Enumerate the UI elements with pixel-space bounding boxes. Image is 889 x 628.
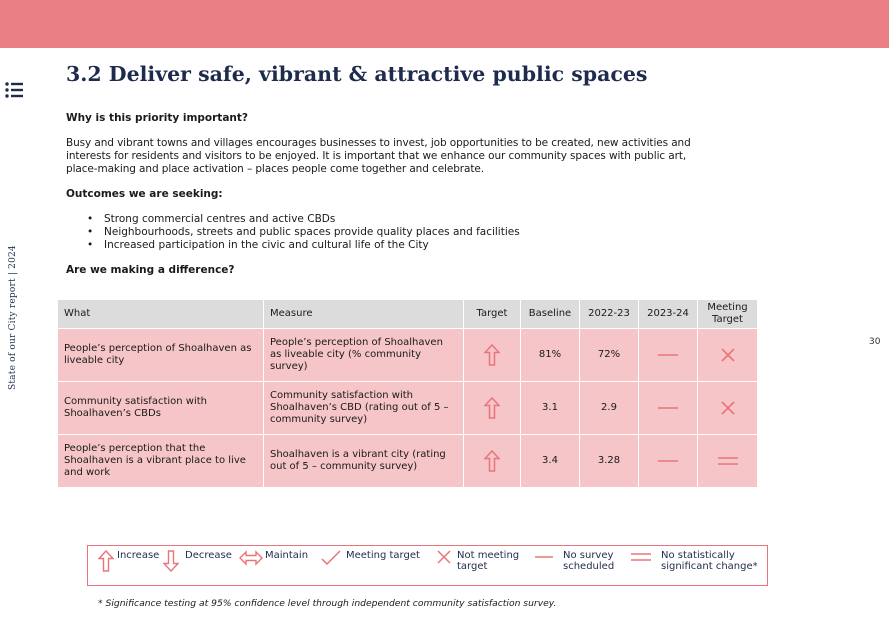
col-header-target: Target — [464, 300, 521, 329]
results-table — [57, 299, 758, 488]
list-item: • Strong commercial centres and active CBDs — [87, 213, 336, 225]
why-heading: Why is this priority important? — [66, 112, 249, 124]
outcomes-list — [87, 213, 520, 251]
col-header-baseline: Baseline — [521, 300, 580, 329]
col-header-measure: Measure — [264, 300, 464, 329]
col-header-2023-24: 2023-24 — [639, 300, 698, 329]
cell-2023-24 — [639, 435, 698, 488]
cell-meeting-target — [698, 382, 758, 435]
decrease-arrow-icon — [163, 550, 179, 572]
cell-measure: Shoalhaven is a vibrant city (rating out of 5 – community survey) — [264, 435, 464, 488]
cell-what: People’s perception of Shoalhaven as liveable city — [58, 329, 264, 382]
increase-arrow-icon — [484, 344, 500, 366]
col-header-meeting-target: Meeting Target — [698, 300, 758, 329]
page-number: 30 — [869, 337, 881, 347]
cell-baseline: 3.1 — [521, 382, 580, 435]
list-item: • Neighbourhoods, streets and public spaces provide quality places and facilities — [87, 225, 520, 238]
cell-meeting-target — [698, 329, 758, 382]
top-banner — [0, 0, 889, 48]
cell-meeting-target — [698, 435, 758, 488]
not-meeting-cross-icon — [721, 348, 735, 362]
not-meeting-cross-icon — [437, 550, 451, 564]
table-row — [58, 382, 758, 435]
report-side-label: State of our City report | 2024 — [8, 245, 18, 390]
no-survey-dash-icon — [657, 406, 679, 410]
why-paragraph: Busy and vibrant towns and villages encourages businesses to invest, job opportunities to be created, new activities and interests for residents and visitors to be enjoyed. It is important that we enhance our community spaces with public art, place-making and place activation – places people come together and celebrate. — [66, 137, 691, 175]
maintain-arrow-icon — [239, 550, 263, 566]
table-row — [58, 329, 758, 382]
cell-what: People’s perception that the Shoalhaven is a vibrant place to live and work — [58, 435, 264, 488]
page-title: 3.2 Deliver safe, vibrant & attractive public spaces — [66, 62, 648, 86]
cell-baseline: 3.4 — [521, 435, 580, 488]
no-survey-dash-icon — [657, 353, 679, 357]
cell-baseline: 81% — [521, 329, 580, 382]
no-significant-change-icon — [717, 455, 739, 467]
cell-2022-23: 72% — [580, 329, 639, 382]
cell-2022-23: 2.9 — [580, 382, 639, 435]
cell-2023-24 — [639, 329, 698, 382]
table-header-row — [58, 300, 758, 329]
cell-what: Community satisfaction with Shoalhaven’s CBDs — [58, 382, 264, 435]
meeting-target-tick-icon — [321, 550, 341, 566]
col-header-what: What — [58, 300, 264, 329]
cell-2022-23: 3.28 — [580, 435, 639, 488]
table-row — [58, 435, 758, 488]
no-survey-dash-icon — [534, 550, 554, 564]
no-survey-dash-icon — [657, 459, 679, 463]
cell-measure: Community satisfaction with Shoalhaven’s CBD (rating out of 5 – community survey) — [264, 382, 464, 435]
cell-target — [464, 435, 521, 488]
increase-arrow-icon — [484, 397, 500, 419]
increase-arrow-icon — [484, 450, 500, 472]
outcomes-heading: Outcomes we are seeking: — [66, 188, 223, 200]
list-menu-icon[interactable] — [5, 82, 23, 98]
legend-box: Increase Decrease Maintain Meeting target Not meeting target No survey scheduled No statistically significant change* — [87, 545, 768, 586]
col-header-2022-23: 2022-23 — [580, 300, 639, 329]
no-significant-change-icon — [630, 550, 652, 564]
cell-2023-24 — [639, 382, 698, 435]
cell-target — [464, 329, 521, 382]
cell-measure: People’s perception of Shoalhaven as liveable city (% community survey) — [264, 329, 464, 382]
difference-heading: Are we making a difference? — [66, 264, 235, 276]
cell-target — [464, 382, 521, 435]
not-meeting-cross-icon — [721, 401, 735, 415]
footnote: * Significance testing at 95% confidence level through independent community satisfaction survey. — [98, 598, 557, 609]
increase-arrow-icon — [98, 550, 114, 572]
list-item: • Increased participation in the civic and cultural life of the City — [87, 238, 429, 251]
